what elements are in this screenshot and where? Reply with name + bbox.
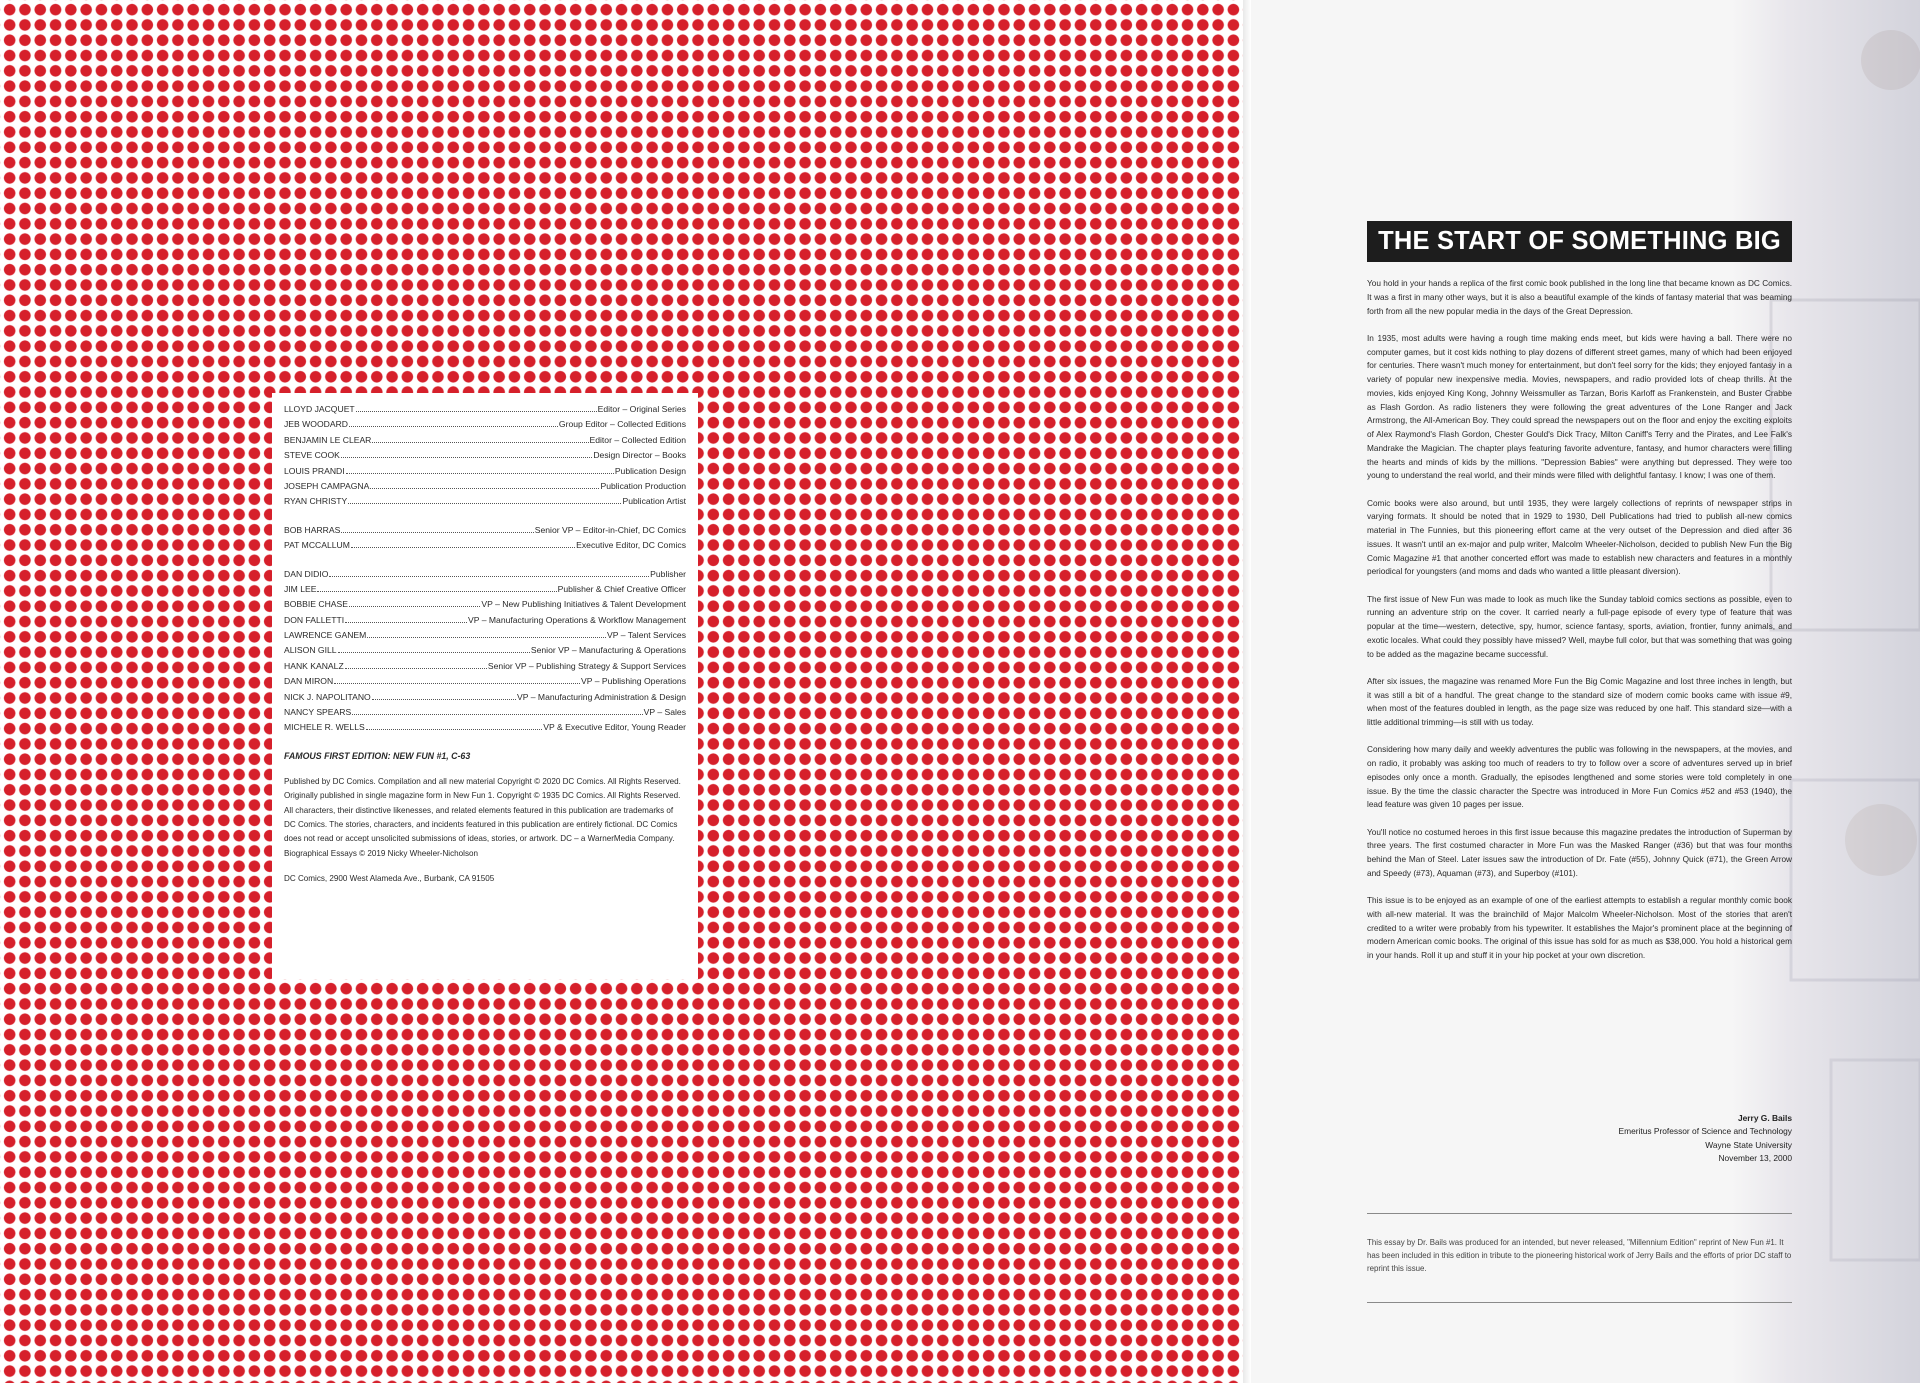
credit-row: RYAN CHRISTY Publication Artist — [284, 496, 686, 507]
credit-row: LOUIS PRANDI Publication Design — [284, 465, 686, 476]
essay-paragraph: You'll notice no costumed heroes in this first issue because this magazine predates the introduction of Superman by three years. The first costumed character in More Fun was the Masked Ranger (#36) but that was four months behind the Man of Steel. Later issues saw the introduction of Dr. Fate (#55), Johnny Quick (#71), the Green Arrow and Speedy (#73), Aquaman (#73), and Superboy (#101). — [1367, 827, 1792, 878]
essay-body — [1367, 277, 1792, 976]
credit-row: BOBBIE CHASE VP – New Publishing Initiatives & Talent Development — [284, 599, 686, 610]
author-title: Emeritus Professor of Science and Technology — [1618, 1126, 1792, 1137]
essay-paragraph: The first issue of New Fun was made to look as much like the Sunday tabloid comics sections as possible, even to running an adventure strip on the cover. It carried nearly a full-page episode of every type of feature that was popular at the time—western, detective, spy, humor, science fantasy, sports, aviation, frontier, funny animals, and exotic locales. What could they possibly have missed? Well, maybe full color, but that was something that was going to be added as the magazine became successful. — [1367, 594, 1792, 659]
essay-paragraph: After six issues, the magazine was renamed More Fun the Big Comic Magazine and lost three inches in length, but it was still a bit of a handful. The great change to the standard size of modern comic books came with issue #9, when most of the features doubled in length, as the page size was reduced by one half. This standard size—with a little additional trimming—is still with us today. — [1367, 676, 1792, 727]
essay-paragraph: This issue is to be enjoyed as an example of one of the earliest attempts to establish a regular monthly comic book with all-new material. It was the brainchild of Major Malcolm Wheeler-Nicholson. Most of the stories that aren't credited to a writer were probably from his typewriter. It establishes the Major's prominent place at the beginning of modern American comic books. The original of this issue has sold for as much as $38,000. You hold a historical gem in your hands. Roll it up and stuff it in your hip pocket at your own discretion. — [1367, 896, 1792, 960]
legal-notice: Published by DC Comics. Compilation and all new material Copyright © 2020 DC Comics. All Rights Reserved. Originally published in single magazine form in New Fun 1. Copyright © 1935 DC Comics. All Rights Reserved. All characters, their distinctive likenesses, and related elements featured in this publication are trademarks of DC Comics. The stories, characters, and incidents featured in this publication are entirely fictional. DC Comics does not read or accept unsolicited submissions of ideas, stories, or artwork. DC – a WarnerMedia Company. — [284, 776, 681, 844]
credit-row: ALISON GILL Senior VP – Manufacturing & Operations — [284, 645, 686, 656]
credit-row: JIM LEE Publisher & Chief Creative Officer — [284, 583, 686, 594]
page-gutter — [1243, 0, 1251, 1383]
essay-date: November 13, 2000 — [1718, 1153, 1792, 1164]
essay-copyright: Biographical Essays © 2019 Nicky Wheeler-Nicholson — [284, 848, 479, 858]
essay-paragraph: In 1935, most adults were having a rough time making ends meet, but kids were having a ball. There were no computer games, but it cost kids nothing to play dozens of different street games, many of which had been enjoyed for centuries. There wasn't much money for entertainment, but don't feel sorry for the kids; they enjoyed fantasy in a variety of popular new inexpensive media. Movies, newspapers, and radio provided lots of cheap thrills. At the movies, kids enjoyed King Kong, Johnny Weissmuller as Tarzan, Boris Karloff as Frankenstein, and Buster Crabbe as Flash Gordon. As radio listeners they were following the great adventures of the Lone Ranger and Jack Armstrong, the All-American Boy. They could spread the newspapers out on the floor and enjoy the exciting exploits of Alex Raymond's Flash Gordon, Chester Gould's Dick Tracy, Milton Caniff's Terry and the Pirates, and Lee Falk's Mandrake the Magician. The chapter plays featuring favorite adventure, fantasy, and humor characters were filling the hearts and minds of kids by the millions. "Depression Babies" were anything but depressed. They were too young to understand the real world, and their minds were filled with delightful fantasy. I know; I was one of them. — [1367, 333, 1792, 481]
author-name: Jerry G. Bails — [1737, 1113, 1792, 1123]
book-title: FAMOUS FIRST EDITION: NEW FUN #1, C-63 — [284, 750, 471, 761]
credit-row: PAT MCCALLUM Executive Editor, DC Comics — [284, 540, 686, 551]
credit-row: HANK KANALZ Senior VP – Publishing Strategy & Support Services — [284, 660, 686, 671]
credits-group-publishing — [284, 569, 686, 738]
essay-title: THE START OF SOMETHING BIG — [1367, 221, 1792, 262]
credit-row: LLOYD JACQUET Editor – Original Series — [284, 404, 686, 414]
credit-row: JEB WOODARD Group Editor – Collected Editions — [284, 419, 686, 430]
credit-row: STEVE COOK Design Director – Books — [284, 450, 686, 461]
credit-row: DAN DIDIO Publisher — [284, 568, 686, 579]
essay-paragraph: Comic books were also around, but until 1935, they were largely collections of reprints of newspaper strips in varying formats. It should be noted that in 1929 to 1930, Dell Publications had tried to publish all-new comics material in The Funnies, but this pioneering effort came at the very outset of the Depression and died after 36 issues. It wasn't until an ex-major and pulp writer, Malcolm Wheeler-Nicholson, decided to publish New Fun the Big Comic Magazine #1 that another concerted effort was made to establish new characters and features in a monthly periodical for youngsters (and moms and dads who wanted a little pleasant diversion). — [1367, 498, 1792, 577]
credit-row: BOB HARRAS Senior VP – Editor-in-Chief, DC Comics — [284, 524, 686, 535]
credits-group-executive — [284, 525, 686, 556]
credit-row: DAN MIRON VP – Publishing Operations — [284, 676, 686, 687]
credit-row: NICK J. NAPOLITANO VP – Manufacturing Administration & Design — [284, 691, 686, 702]
credit-row: LAWRENCE GANEM VP – Talent Services — [284, 630, 686, 641]
publisher-address: DC Comics, 2900 West Alameda Ave., Burbank, CA 91505 — [284, 874, 495, 884]
credit-row: MICHELE R. WELLS VP & Executive Editor, Young Reader — [284, 722, 686, 733]
credit-row: NANCY SPEARS VP – Sales — [284, 707, 686, 718]
credit-row: JOSEPH CAMPAGNA Publication Production — [284, 480, 686, 491]
essay-paragraph: Considering how many daily and weekly adventures the public was following in the newspapers, at the movies, and on radio, it probably was asking too much of readers to try to follow over a score of adventures served up in brief episodes only once a month. Gradually, the episodes lengthened and some stories were told completely in one issue. By the time the classic character the Spectre was introduced in More Fun Comics #52 and #53 (1940), the lead feature was given 10 pages per issue. — [1367, 745, 1792, 810]
credits-group-editorial — [284, 404, 686, 512]
credits-box — [272, 393, 698, 979]
divider-top — [1367, 1213, 1792, 1214]
divider-bottom — [1367, 1302, 1792, 1303]
essay-paragraph: You hold in your hands a replica of the first comic book published in the long line that became known as DC Comics. It was a first in many other ways, but it is also a beautiful example of the kinds of fantasy material that was beaming forth from all the new popular media in the days of the Great Depression. — [1367, 279, 1792, 316]
credit-row: BENJAMIN LE CLEAR Editor – Collected Edition — [284, 434, 686, 445]
credit-row: DON FALLETTI VP – Manufacturing Operations & Workflow Management — [284, 614, 686, 625]
author-signature — [1367, 1112, 1792, 1166]
author-institution: Wayne State University — [1705, 1139, 1792, 1150]
footnote: This essay by Dr. Bails was produced for an intended, but never released, "Millennium Edition" reprint of New Fun #1. It has been included in this edition in tribute to the pioneering historical work of Jerry Bails and the efforts of prior DC staff to reprint this issue. — [1367, 1238, 1792, 1273]
